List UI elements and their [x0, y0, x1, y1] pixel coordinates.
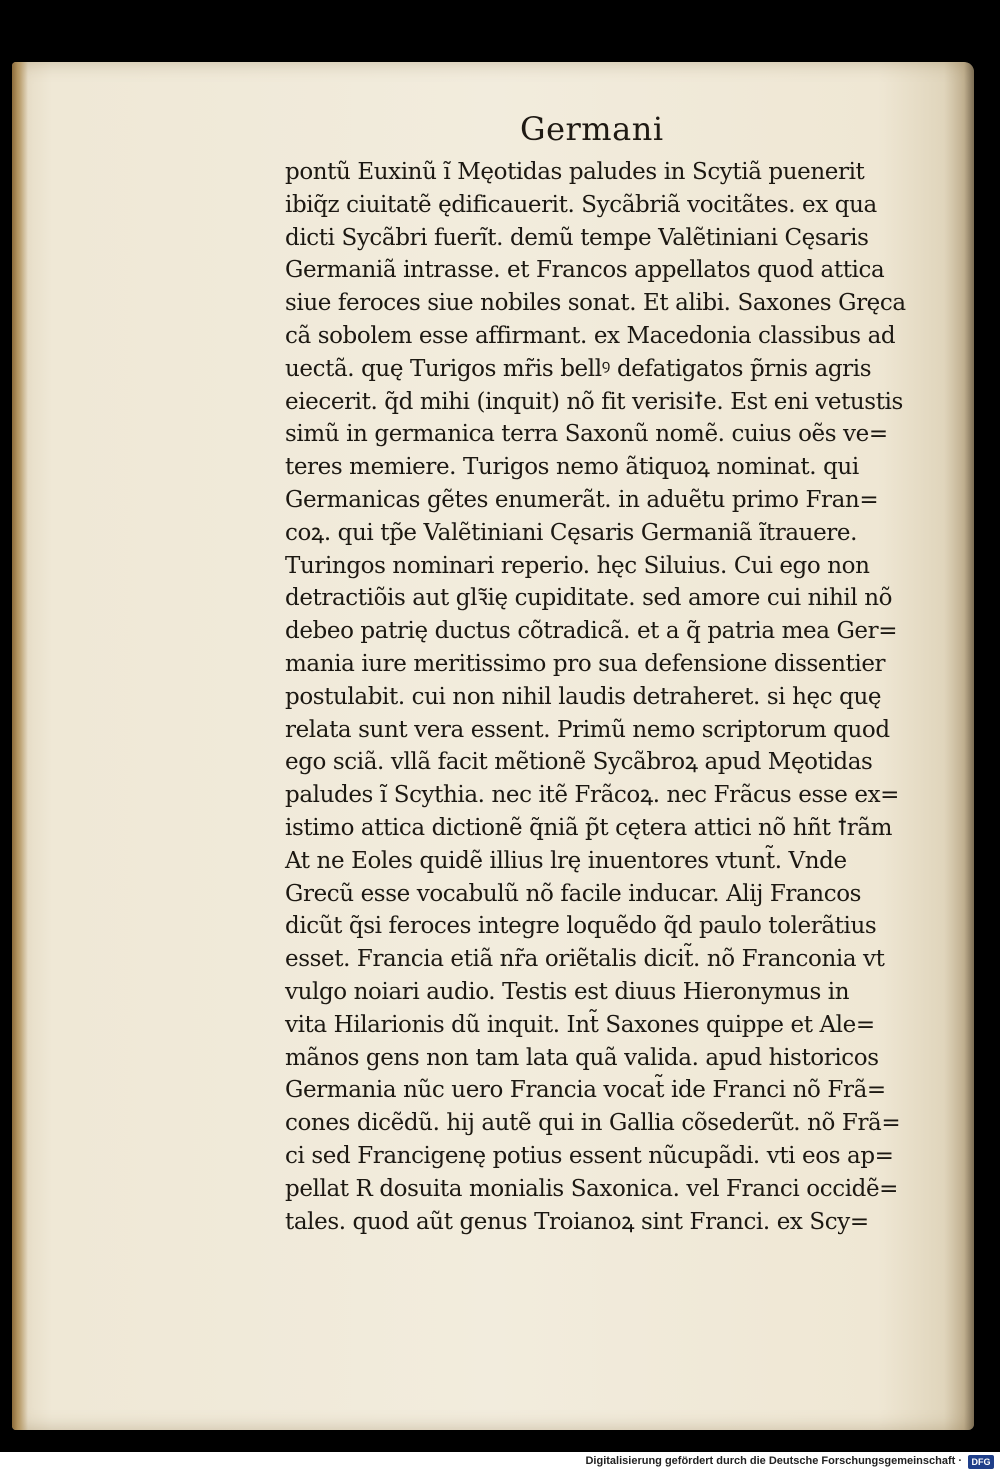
text-line: Grecũ esse vocabulũ nõ facile inducar. Alij Francos	[285, 880, 862, 907]
text-line: paludes ĩ Scythia. nec itẽ Frãcoꝝ. nec Frãcus esse ex=	[285, 782, 900, 809]
text-line: pontũ Euxinũ ĩ Męotidas paludes in Scytiã puenerit	[285, 159, 865, 185]
text-line: tales. quod aũt genus Troianoꝝ sint Franci. ex Scy=	[285, 1208, 869, 1235]
text-line: pellat R dosuita monialis Saxonica. vel Franci occidẽ=	[285, 1175, 899, 1202]
text-line: ci sed Francigenę potius essent nũcupãdi. vti eos ap=	[285, 1142, 894, 1169]
text-line: At ne Eoles quidẽ illius lrę inuentores vtunt̃. Vnde	[285, 847, 847, 874]
text-line: uectã. quę Turigos mr̃is bellꝰ defatigatos p̃rnis agris	[285, 355, 872, 382]
text-line: Germania nũc uero Francia vocat̃ ide Franci nõ Frã=	[285, 1077, 886, 1104]
footer-credit: Digitalisierung gefördert durch die Deutsche Forschungsgemeinschaft ·	[585, 1455, 962, 1467]
text-line: Turingos nominari reperio. hęc Siluius. Cui ego non	[285, 552, 870, 579]
text-line: debeo patrię ductus cõtradicã. et a q̃ patria mea Ger=	[285, 618, 898, 645]
text-line: Germanicas gẽtes enumerãt. in aduẽtu primo Fran=	[285, 486, 879, 513]
text-line: dicti Sycãbri fuerĩt. demũ tempe Valẽtiniani Cęsaris	[285, 224, 869, 251]
text-line: simũ in germanica terra Saxonũ nomẽ. cuius oẽs ve=	[285, 421, 888, 448]
footer-bar	[0, 1452, 1000, 1473]
text-line: Germaniã intrasse. et Francos appellatos quod attica	[285, 257, 885, 284]
text-line: relata sunt vera essent. Primũ nemo scriptorum quod	[285, 716, 890, 743]
text-line: dicũt q̃si feroces integre loquẽdo q̃d paulo tolerãtius	[285, 913, 877, 940]
text-line: detractiõis aut glꝛ̃ię cupiditate. sed amore cui nihil nõ	[285, 585, 893, 612]
text-line: vita Hilarionis dũ inquit. Int̃ Saxones quippe et Ale=	[285, 1011, 875, 1038]
text-line: mania iure meritissimo pro sua defensione dissentier	[285, 650, 886, 677]
text-line: eiecerit. q̃d mihi (inquit) nõ fit verisiꝉe. Est eni vetustis	[285, 388, 903, 415]
text-line: mãnos gens non tam lata quã valida. apud historicos	[285, 1044, 879, 1071]
page-left-edge	[12, 62, 28, 1430]
running-head: Germani	[520, 110, 664, 148]
text-line: coꝝ. qui tp̃e Valẽtiniani Cęsaris Germaniã ĩtrauere.	[285, 519, 858, 546]
text-line: ego sciã. vllã facit mẽtionẽ Sycãbroꝝ apud Męotidas	[285, 749, 873, 776]
text-line: istimo attica dictionẽ q̃niã p̃t cętera attici nõ hñt ꝉrãm	[285, 814, 893, 841]
text-line: cã sobolem esse affirmant. ex Macedonia classibus ad	[285, 322, 896, 349]
dfg-logo-icon[interactable]: DFG	[968, 1455, 994, 1469]
text-block	[285, 156, 950, 1238]
text-line: vulgo noiari audio. Testis est diuus Hieronymus in	[285, 978, 850, 1005]
text-line: postulabit. cui non nihil laudis detraheret. si hęc quę	[285, 683, 882, 710]
text-line: siue feroces siue nobiles sonat. Et alibi. Saxones Gręca	[285, 290, 906, 317]
text-line: esset. Francia etiã nr̃a oriẽtalis dicit̃. nõ Franconia vt	[285, 946, 885, 973]
text-line: cones dicẽdũ. hij autẽ qui in Gallia cõsederũt. nõ Frã=	[285, 1110, 901, 1137]
text-line: teres memiere. Turigos nemo ãtiquoꝝ nominat. qui	[285, 454, 859, 481]
text-line: ibiq̃z ciuitatẽ ędificauerit. Sycãbriã vocitãtes. ex qua	[285, 191, 877, 218]
